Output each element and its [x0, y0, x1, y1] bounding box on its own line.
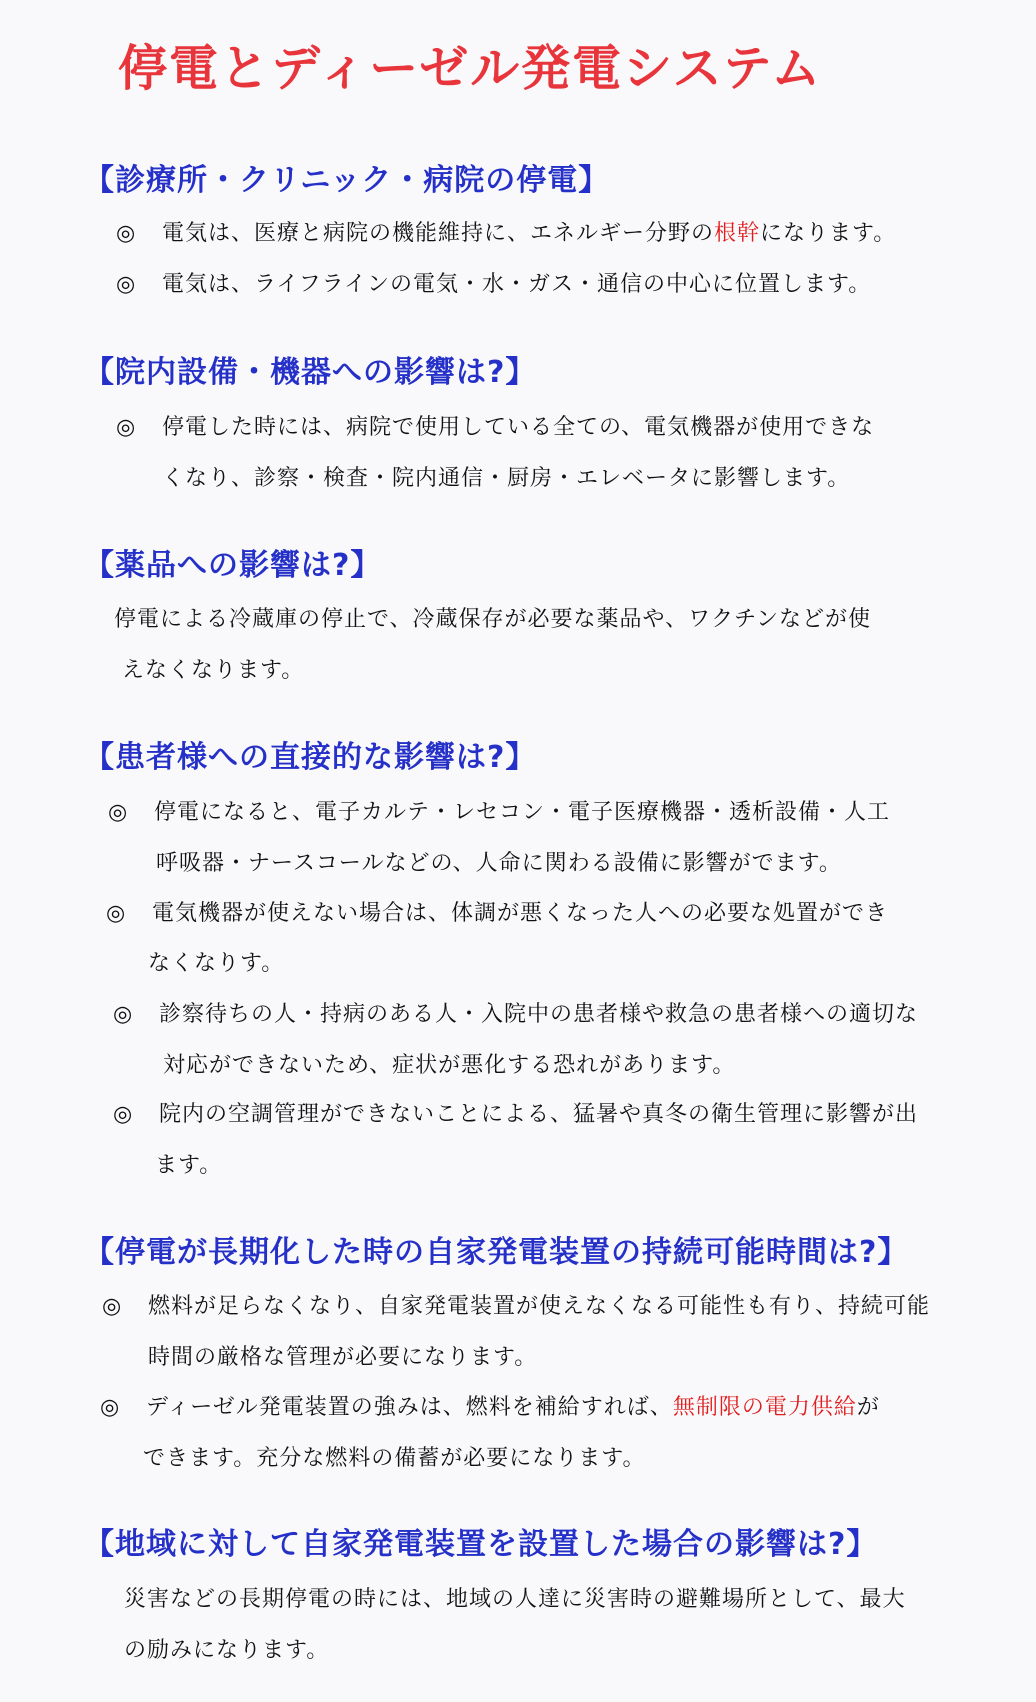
list-item-continuation: 対応ができないため、症状が悪化する恐れがあります。 — [163, 1053, 736, 1078]
paragraph-line: 停電による冷蔵庫の停止で、冷蔵保存が必要な薬品や、ワクチンなどが使 — [114, 607, 872, 632]
list-item: ◎ 電気は、ライフラインの電気・水・ガス・通信の中心に位置します。 — [116, 270, 871, 300]
bullet-marker: ◎ — [113, 1102, 134, 1127]
bullet-marker: ◎ — [116, 415, 137, 440]
list-item: ◎ 電気機器が使えない場合は、体調が悪くなった人への必要な処置ができ — [106, 899, 888, 929]
list-item: ◎ 院内の空調管理ができないことによる、猛暑や真冬の衛生管理に影響が出 — [113, 1100, 918, 1130]
list-item-continuation: くなり、診察・検査・院内通信・厨房・エレベータに影響します。 — [162, 466, 851, 491]
list-item-continuation: 呼吸器・ナースコールなどの、人命に関わる設備に影響がでます。 — [156, 851, 842, 876]
bullet-marker: ◎ — [113, 1002, 134, 1027]
section-heading-medicine-impact: 【薬品への影響は?】 — [84, 548, 382, 583]
list-item: ◎ 燃料が足らなくなり、自家発電装置が使えなくなる可能性も有り、持続可能 — [102, 1292, 930, 1322]
section-heading-generator-duration: 【停電が長期化した時の自家発電装置の持続可能時間は?】 — [84, 1235, 909, 1270]
emphasis-text: 根幹 — [714, 221, 761, 246]
section-heading-community-impact: 【地域に対して自家発電装置を設置した場合の影響は?】 — [84, 1527, 878, 1562]
bullet-marker: ◎ — [108, 800, 129, 825]
list-item: ◎ 診察待ちの人・持病のある人・入院中の患者様や救急の患者様への適切な — [113, 1000, 918, 1030]
list-item: ◎ 電気は、医療と病院の機能維持に、エネルギー分野の根幹になります。 — [116, 219, 896, 249]
bullet-marker: ◎ — [106, 901, 127, 926]
section-heading-patient-impact: 【患者様への直接的な影響は?】 — [84, 740, 537, 775]
bullet-marker: ◎ — [102, 1294, 123, 1319]
section-heading-clinic-outage: 【診療所・クリニック・病院の停電】 — [84, 163, 610, 198]
paragraph-line: の励みになります。 — [124, 1638, 330, 1663]
paragraph-line: えなくなります。 — [122, 658, 305, 683]
list-item: ◎ 停電した時には、病院で使用している全ての、電気機器が使用できな — [116, 413, 874, 443]
bullet-marker: ◎ — [100, 1395, 121, 1420]
list-item: ◎ ディーゼル発電装置の強みは、燃料を補給すれば、無制限の電力供給が — [100, 1393, 880, 1423]
list-item-continuation: 時間の厳格な管理が必要になります。 — [148, 1345, 538, 1370]
emphasis-text: 無制限の電力供給 — [672, 1395, 857, 1420]
list-item-continuation: なくなりす。 — [148, 951, 285, 976]
section-heading-equipment-impact: 【院内設備・機器への影響は?】 — [84, 355, 537, 390]
bullet-marker: ◎ — [116, 221, 137, 246]
bullet-marker: ◎ — [116, 272, 137, 297]
page-title: 停電とディーゼル発電システム — [118, 39, 823, 97]
paragraph-line: 災害などの長期停電の時には、地域の人達に災害時の避難場所として、最大 — [124, 1587, 906, 1612]
list-item-continuation: できます。充分な燃料の備蓄が必要になります。 — [143, 1446, 646, 1471]
list-item-continuation: ます。 — [155, 1153, 223, 1178]
list-item: ◎ 停電になると、電子カルテ・レセコン・電子医療機器・透析設備・人工 — [108, 798, 890, 828]
